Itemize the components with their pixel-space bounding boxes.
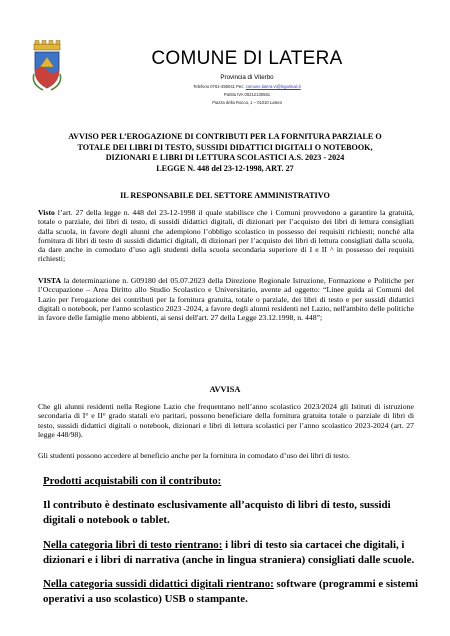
vista-lead: VISTA (38, 276, 62, 285)
title-line: LEGGE N. 448 del 23-12-1998, ART. 27 (156, 163, 294, 173)
coat-of-arms-icon (31, 40, 63, 92)
avvisa-heading: AVVISA (209, 385, 241, 394)
contacts-line (140, 84, 354, 89)
prodotti-heading: Prodotti acquistabili con il contributo: (43, 475, 222, 487)
address-line: Piazza della Rocca, 1 – 01010 Latera (212, 100, 282, 105)
libri-testo-text: i libri di testo sia cartacei che digitali, i dizionari e i libri di narrativa (anche in lingua straniera) consigliati dalle scuole. (43, 539, 415, 566)
provincia-label: Provincia di Viterbo (220, 74, 274, 81)
title-line: DIZIONARI E LIBRI DI LETTURA SCOLASTICI A.S. 2023 - 2024 (105, 153, 345, 163)
notice-title (38, 132, 412, 174)
sussidi-text: software (programmi e sistemi operativi a uso scolastico) USB o stampante. (43, 578, 418, 605)
pec-link[interactable]: comune.latera.vt@legalmail.it (245, 84, 301, 89)
avvisa-paragraph: Che gli alunni residenti nella Regione Lazio che frequentano nell’anno scolastico 2023/2024 gli Istituti di istruzione secondaria di I° e II° grado statali e/o paritari, possono beneficiare della fornitura gratuita totale o parziale di libri di testo, sussidi didattici digitali o notebook, dizionari e libri di lettura scolastici per l’anno scolastico 2023-2024 (art. 27 legge 448/98). (38, 402, 414, 439)
visto-paragraph (38, 208, 414, 264)
title-line: AVVISO PER L’EROGAZIONE DI CONTRIBUTI PER LA FORNITURA PARZIALE O (68, 132, 382, 141)
contacts-prefix: Telefono 0761-459041 Pec: (193, 84, 246, 89)
visto-text: l’art. 27 della legge n. 448 del 23-12-1998 il quale stabilisce che i Comuni provvedono a garantire la gratuità, totale o parziale, dei libri di testo, di sussidi didattici digitali, di dizionari per l’acquisto dei libri di lettura consigliati dalla scuola, in favore degli alunni che adempiono l’obbligo scolastico in possesso dei requisiti richiesti; nonché alla fornitura di libri di testo di sussidi didattici digitali, di dizionari per l’acquisto dei libri di lettura consigliati dalla scuola, da dare anche in comodato d’uso agli studenti della scuola secondaria superiore di I e II ^ in possesso dei requisiti richiesti; (38, 208, 414, 264)
esclusivo-paragraph: Il contributo è destinato esclusivamente all’acquisto di libri di testo, sussidi digitali o notebook o tablet. (43, 499, 391, 526)
vista-text: la determinazione n. G09180 del 05.07.2023 della Direzione Regionale Istruzione, Formazione e Politiche per l’Occupazione – Area Diritto allo Studio Scolastico e Universitario, avente ad oggetto: “Linee guida ai Comuni del Lazio per l'erogazione dei contributi per la fornitura gratuita, totale o parziale, dei libri di testo e per sussidi didattici digitali o notebook, per l'anno scolastico 2023 -2024, a favore degli alunni residenti nel Lazio, nell'ambito delle politiche in favore delle famiglie meno abbienti, ai sensi dell'art. 27 della Legge 23.12.1998, n. 448”; (38, 276, 414, 323)
piva-line: Partita IVA 00212130561 (223, 92, 271, 97)
comune-title: COMUNE DI LATERA (151, 48, 343, 69)
sussidi-lead: Nella categoria sussidi didattici digitali rientrano: (43, 578, 274, 590)
note-paragraph: Gli studenti possono accedere al beneficio anche per la fornitura in comodato d’uso dei libri di testo. (38, 451, 350, 460)
vista-paragraph (38, 276, 414, 322)
responsabile-heading: IL RESPONSABILE DEL SETTORE AMMINISTRATIVO (120, 191, 330, 200)
title-line: TOTALE DEI LIBRI DI TESTO, SUSSIDI DIDATTICI DIGITALI O NOTEBOOK, (77, 142, 373, 152)
sussidi-paragraph (43, 577, 423, 606)
visto-lead: Visto (38, 208, 55, 217)
libri-testo-paragraph (43, 538, 423, 567)
libri-testo-lead: Nella categoria libri di testo rientrano: (43, 539, 223, 551)
